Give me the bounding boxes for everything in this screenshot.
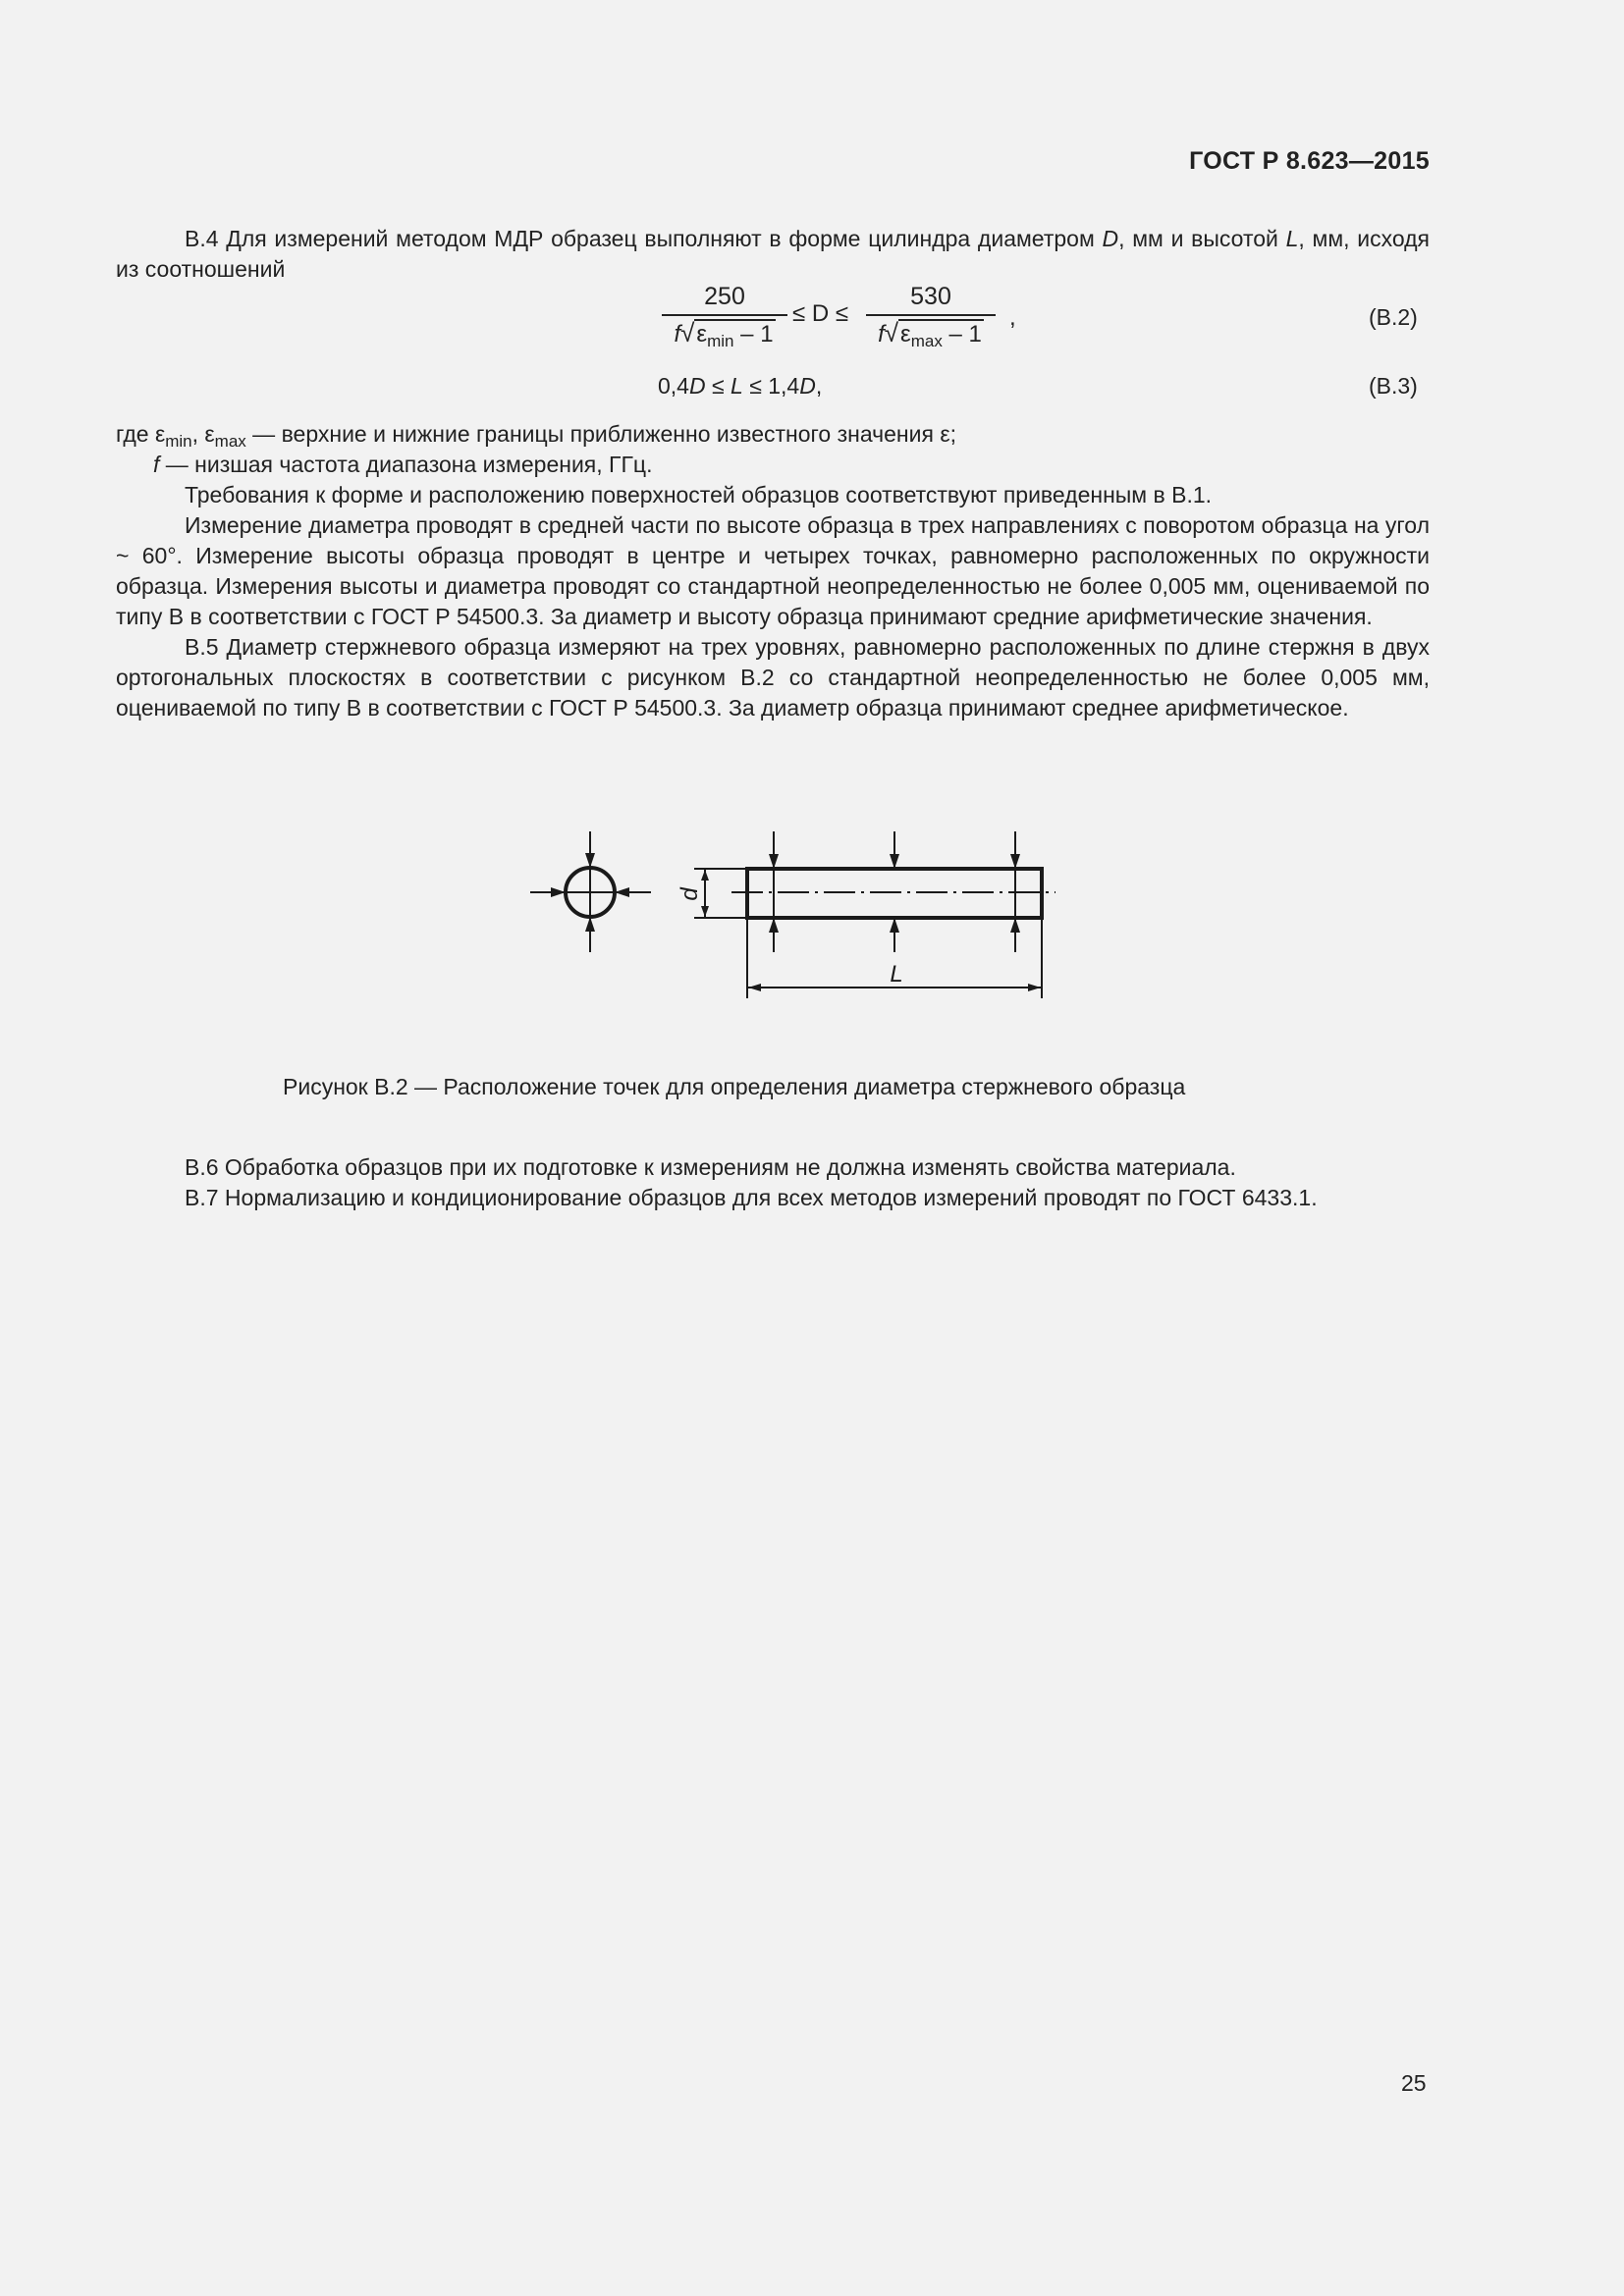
fraction-numerator: 250 (704, 283, 745, 310)
b4-text-1: В.4 Для измерений методом МДР образец выполняют в форме цилиндра диаметром (185, 226, 1103, 251)
arrow-up-icon (701, 870, 709, 881)
paragraph-b5: В.5 Диаметр стержневого образца измеряют на трех уровнях, равномерно расположенных по длине стержня в двух ортогональных плоскостях в соответствии с рисунком В.2 со стандартной неопределенностью не более 0,005 мм, оцениваемой по типу B в соответствии с ГОСТ Р 54500.3. За диаметр образца принимают среднее арифметическое. (116, 634, 1430, 721)
formula-b2-right-fraction (866, 283, 996, 348)
document-header: ГОСТ Р 8.623—2015 (1189, 147, 1430, 175)
page-number: 25 (1401, 2070, 1427, 2096)
epsilon: ε (900, 321, 911, 347)
body-text (116, 419, 1430, 723)
where-rest: — верхние и нижние границы приближенно известного значения ε; (245, 421, 956, 447)
arrow-up-icon (890, 918, 899, 933)
radicand (694, 319, 775, 348)
radicand (898, 319, 984, 348)
fraction-denominator (866, 318, 996, 348)
arrow-down-icon (701, 906, 709, 917)
formula-b2-comma: , (1009, 304, 1016, 331)
subscript-min: min (707, 332, 734, 350)
b4-text-2: , мм и высотой (1118, 226, 1286, 251)
where-sub-min: min (165, 432, 192, 451)
epsilon: ε (696, 321, 708, 347)
label-d: d (677, 887, 703, 901)
where-mid: , ε (191, 421, 215, 447)
minus-one: – 1 (733, 321, 774, 347)
fraction-bar (662, 314, 787, 316)
figure-b2-diagram (511, 820, 1060, 1016)
f-definition (116, 450, 1430, 480)
where-sub-max: max (214, 432, 246, 451)
formula-b2-left-fraction (662, 283, 787, 348)
var-f: f (674, 321, 681, 347)
where-line (116, 419, 1430, 450)
b3-text-d: , (815, 373, 823, 399)
arrow-right-icon (1028, 984, 1041, 991)
arrow-up-icon (585, 917, 595, 932)
arrow-up-icon (1010, 918, 1020, 933)
paragraph-measurement: Измерение диаметра проводят в средней части по высоте образца в трех направлениях с поворотом образца на угол ~ 60°. Измерение высоты образца проводят в центре и четырех точках, равномерно расположенных по окружности образца. Измерения высоты и диаметра проводят со стандартной неопределенностью не более 0,005 мм, оцениваемой по типу B в соответствии с ГОСТ Р 54500.3. За диаметр и высоту образца принимают средние арифметические значения. (116, 512, 1430, 629)
final-sections (116, 1152, 1430, 1213)
b3-text-a: 0,4 (658, 373, 689, 399)
figure-caption: Рисунок В.2 — Расположение точек для определения диаметра стержневого образца (283, 1074, 1186, 1099)
where-prefix: где ε (116, 421, 166, 447)
formula-b3-number: (В.3) (1369, 373, 1418, 399)
arrow-down-icon (890, 854, 899, 869)
b3-text-b: ≤ (705, 373, 731, 399)
minus-one: – 1 (942, 321, 982, 347)
arrow-down-icon (1010, 854, 1020, 869)
f-rest: — низшая частота диапазона измерения, ГГц. (159, 452, 653, 477)
formula-b3-expression (658, 373, 822, 400)
b3-var-d2: D (799, 373, 816, 399)
b4-var-l: L (1285, 226, 1299, 251)
arrow-left-icon (615, 887, 629, 897)
fraction-bar (866, 314, 996, 316)
label-l: L (890, 961, 903, 988)
f-var: f (153, 452, 160, 477)
sqrt-icon: √ (680, 318, 695, 347)
var-f: f (878, 321, 885, 347)
formula-b2-middle: ≤ D ≤ (792, 300, 849, 327)
paragraph-b4 (116, 224, 1430, 285)
paragraph-requirements: Требования к форме и расположению поверхностей образцов соответствуют приведенным в В.1. (185, 482, 1213, 507)
arrow-right-icon (551, 887, 566, 897)
subscript-max: max (910, 332, 943, 350)
b4-text-3: , мм, исходя из соотношений (116, 226, 1430, 282)
arrow-down-icon (769, 854, 779, 869)
arrow-left-icon (748, 984, 761, 991)
b3-var-d: D (688, 373, 706, 399)
fraction-numerator: 530 (910, 283, 951, 310)
b3-text-c: ≤ 1,4 (742, 373, 800, 399)
b3-var-l: L (731, 373, 743, 399)
arrow-up-icon (769, 918, 779, 933)
arrow-down-icon (585, 853, 595, 868)
paragraph-b6: В.6 Обработка образцов при их подготовке к измерениям не должна изменять свойства материала. (185, 1154, 1236, 1180)
formula-b2-number: (В.2) (1369, 304, 1418, 330)
sqrt-icon: √ (884, 318, 899, 347)
b4-var-d: D (1102, 226, 1119, 251)
paragraph-b7: В.7 Нормализацию и кондиционирование образцов для всех методов измерений проводят по ГОСТ 6433.1. (185, 1185, 1318, 1210)
section-b4 (116, 224, 1430, 285)
fraction-denominator (662, 318, 787, 348)
